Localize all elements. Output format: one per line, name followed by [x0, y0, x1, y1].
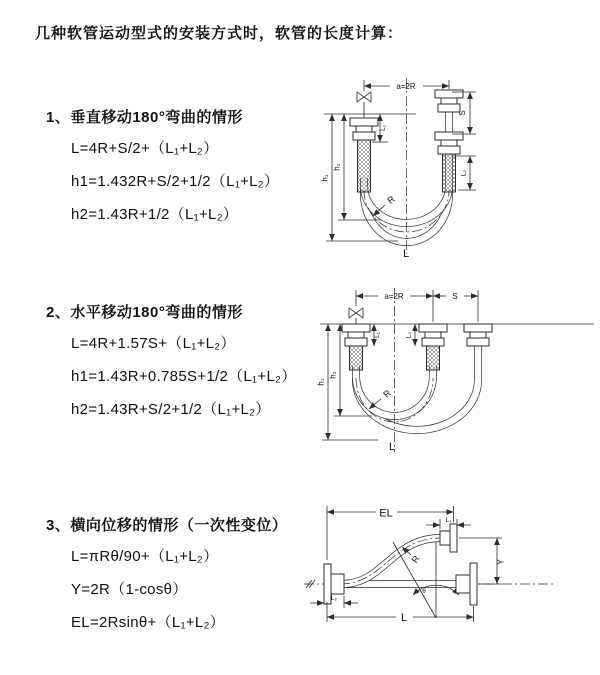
- formula-s1-h2: h2=1.43R+1/2（L₁+L₂）: [71, 206, 239, 223]
- formula-s3-Y: Y=2R（1-cosθ）: [71, 581, 188, 598]
- valve-icon: [349, 308, 363, 326]
- right-end-fitting: [464, 324, 492, 346]
- dim-label-el: EL: [379, 507, 393, 520]
- dim-label-h2: h₂: [332, 163, 342, 171]
- top-flange-displaced: [440, 524, 457, 552]
- diagram-horizontal-180: [306, 280, 600, 462]
- diagram-lateral-displacement: [296, 496, 600, 644]
- formula-s2-h1: h1=1.43R+0.785S+1/2（L₁+L₂）: [71, 368, 297, 385]
- dim-l: [327, 602, 474, 624]
- diagram-horizontal-180-svg: [306, 280, 600, 462]
- right-end-fitting-pos1: [435, 90, 463, 112]
- dim-label-h1: h₁: [320, 174, 330, 182]
- dim-label-l2: L₂: [460, 169, 468, 177]
- dim-label-s: S: [458, 110, 467, 116]
- hose-loops: [356, 346, 478, 430]
- dim-l1: [374, 324, 381, 346]
- radius-label: [369, 387, 393, 409]
- dim-s: [433, 290, 478, 322]
- angle-label-theta: θ: [422, 588, 426, 595]
- section-2-heading: 2、水平移动180°弯曲的情形: [46, 304, 243, 321]
- dim-label-l1: L₁: [445, 517, 452, 524]
- left-end-fitting: [350, 118, 378, 192]
- dim-label-a2r: a=2R: [384, 292, 404, 301]
- dim-label-y: Y: [495, 558, 506, 566]
- right-end-fitting-pos2: [435, 132, 463, 192]
- dim-label-l: L: [400, 612, 408, 624]
- middle-end-fitting: [419, 324, 447, 370]
- formula-s2-L: L=4R+1.57S+（L₁+L₂）: [71, 335, 236, 352]
- diagram-vertical-180-svg: [306, 70, 598, 262]
- formula-s2-h2: h2=1.43R+S/2+1/2（L₁+L₂）: [71, 401, 271, 418]
- page-title: 几种软管运动型式的安装方式时，软管的长度计算：: [35, 25, 404, 42]
- dim-label-l: L: [402, 248, 410, 260]
- formula-s3-L: L=πRθ/90+（L₁+L₂）: [71, 548, 219, 565]
- dim-label-l2: L₂: [330, 595, 338, 602]
- radius-label: [373, 193, 397, 216]
- section-lateral-displacement: [46, 516, 287, 646]
- dim-label-l: L: [388, 441, 396, 453]
- radius-label: [402, 547, 422, 565]
- dim-label-l1: L₁: [380, 125, 387, 131]
- dim-label-r: R: [385, 193, 397, 206]
- diagram-lateral-displacement-svg: [296, 496, 600, 644]
- formula-s1-h1: h1=1.432R+S/2+1/2（L₁+L₂）: [71, 173, 280, 190]
- dim-label-a2r: a=2R: [396, 82, 416, 91]
- left-end-fitting: [342, 324, 370, 370]
- dim-l2: [406, 324, 416, 346]
- dim-label-h2: h₂: [328, 371, 338, 379]
- dim-l1: [426, 517, 471, 529]
- dim-label-l2: L₂: [405, 331, 413, 339]
- dim-el: [327, 506, 454, 560]
- section-1-heading: 1、垂直移动180°弯曲的情形: [46, 109, 243, 126]
- section-horizontal-180: [46, 303, 297, 433]
- section-vertical-180: [46, 108, 279, 238]
- diagram-vertical-180: [306, 70, 598, 262]
- dim-a2r: [364, 80, 449, 91]
- dim-label-h1: h₁: [316, 378, 326, 386]
- dim-l2: [310, 595, 358, 608]
- dim-label-l1: L₁: [374, 332, 381, 338]
- dim-label-r: R: [409, 553, 422, 565]
- dim-label-s: S: [452, 292, 458, 301]
- dim-label-r: R: [381, 387, 393, 400]
- formula-s1-L: L=4R+S/2+（L₁+L₂）: [71, 140, 219, 157]
- right-flange-original: [456, 563, 477, 605]
- section-3-heading: 3、横向位移的情形（一次性变位）: [46, 517, 288, 534]
- formula-s3-EL: EL=2Rsinθ+（L₁+L₂）: [71, 614, 225, 631]
